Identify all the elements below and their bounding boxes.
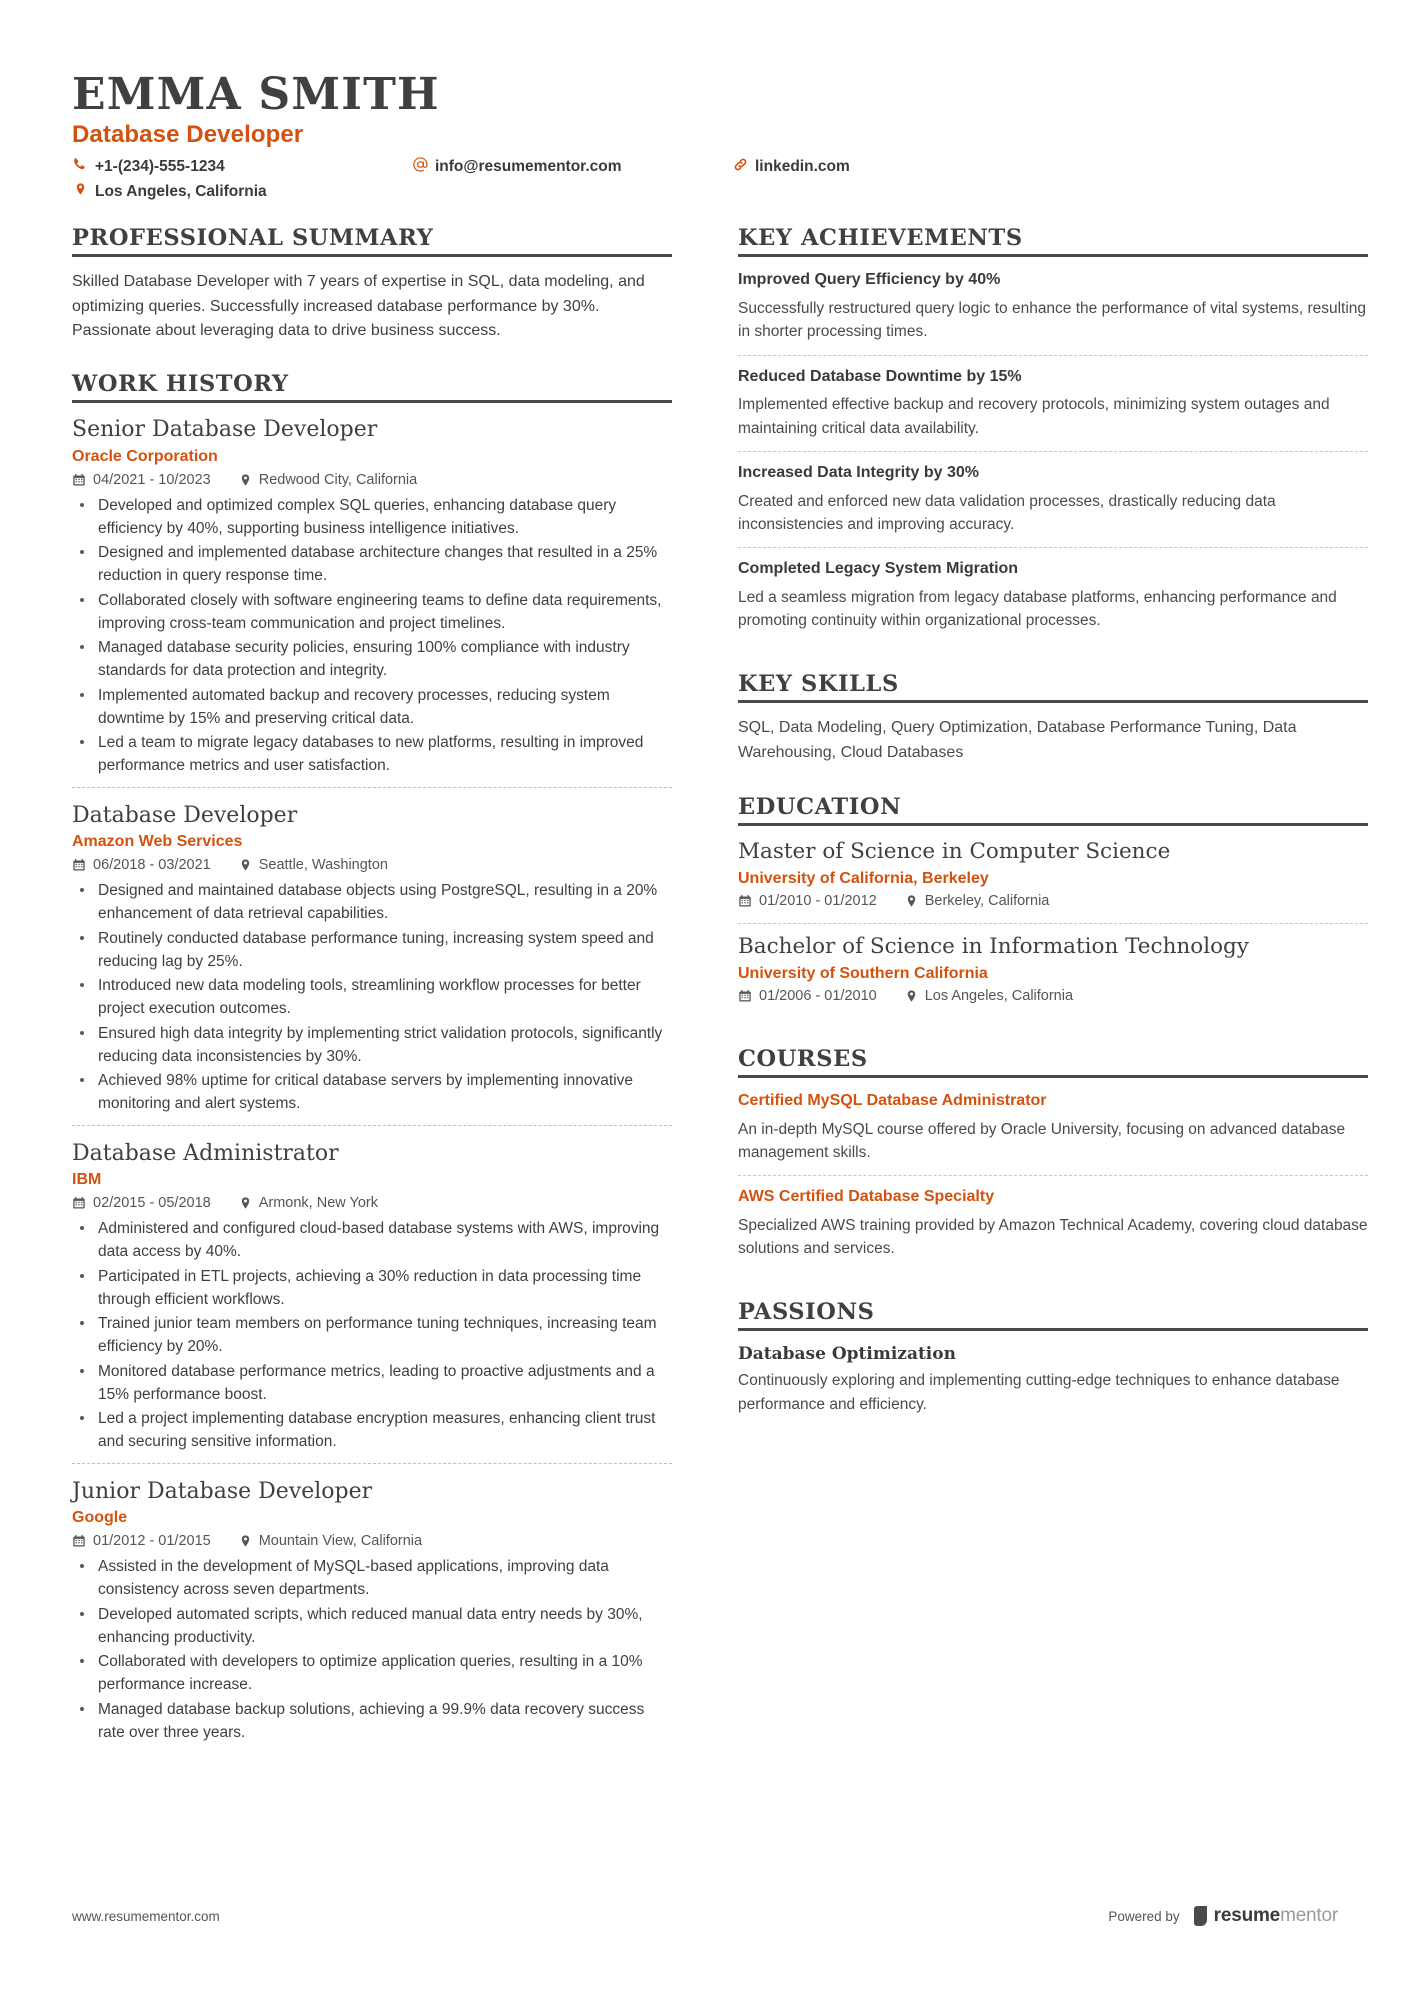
achievement-title: Completed Legacy System Migration	[738, 560, 1019, 578]
entry-meta	[72, 1533, 672, 1549]
achievement-description: Created and enforced new data validation processes, drastically reducing data inconsistencies and improving accuracy.	[738, 492, 1276, 533]
map-pin-icon	[239, 1534, 252, 1548]
job-bullet: Managed database backup solutions, achieving a 99.9% data recovery success rate over three years.	[72, 1698, 672, 1745]
contact-email-value: info@resumementor.com	[435, 158, 622, 176]
job-company: Amazon Web Services	[72, 833, 243, 851]
job-title: Database Administrator	[72, 1140, 339, 1166]
resume-body	[72, 225, 1368, 1781]
map-pin-icon	[905, 989, 918, 1003]
passion-item	[738, 1344, 1368, 1416]
entry-dates-value: 02/2015 - 05/2018	[93, 1195, 211, 1212]
entry-meta	[72, 472, 672, 488]
brand-name-second: mentor	[1280, 1905, 1338, 1926]
entry-dates	[72, 857, 211, 873]
entry-dates-value: 04/2021 - 10/2023	[93, 471, 211, 488]
course-item	[738, 1175, 1368, 1271]
section-heading-courses: COURSES	[738, 1045, 868, 1072]
job-entry	[72, 1463, 672, 1754]
course-description: Specialized AWS training provided by Amazon Technical Academy, covering cloud database solutions and services.	[738, 1216, 1368, 1258]
section-rule	[738, 823, 1368, 826]
job-title: Database Developer	[72, 802, 298, 828]
entry-meta	[738, 988, 1368, 1004]
summary-text: Skilled Database Developer with 7 years of expertise in SQL, data modeling, and optimizing queries. Successfully increased database performance by 30%. Passionate about leveraging data to drive business success.	[72, 273, 645, 339]
job-bullet: Collaborated closely with software engineering teams to define data requirements, improving cross-team communication and project timelines.	[72, 589, 672, 636]
entry-meta	[738, 893, 1368, 909]
resume-header	[72, 70, 1338, 203]
entry-dates	[738, 893, 877, 909]
entry-dates	[72, 1533, 211, 1549]
section-key-achievements	[738, 225, 1368, 643]
job-bullet: Designed and maintained database objects using PostgreSQL, resulting in a 20% enhancement of data retrieval capabilities.	[72, 879, 672, 926]
job-bullet: Introduced new data modeling tools, streamlining workflow processes for better project execution outcomes.	[72, 974, 672, 1021]
calendar-icon	[738, 894, 752, 908]
calendar-icon	[72, 473, 86, 487]
section-rule	[738, 1075, 1368, 1078]
contact-link[interactable]	[732, 156, 1338, 178]
section-heading-passions: PASSIONS	[738, 1299, 875, 1326]
section-rule	[738, 254, 1368, 257]
course-title: Certified MySQL Database Administrator	[738, 1091, 1047, 1109]
job-company: IBM	[72, 1171, 102, 1189]
job-bullets	[72, 494, 672, 778]
calendar-icon	[72, 1196, 86, 1210]
phone-icon	[72, 156, 88, 171]
page-footer	[72, 1905, 1338, 1927]
entry-dates-value: 06/2018 - 03/2021	[93, 857, 211, 874]
achievement-title: Increased Data Integrity by 30%	[738, 463, 979, 481]
section-heading-work-history: WORK HISTORY	[72, 371, 289, 398]
job-bullet: Led a team to migrate legacy databases to new platforms, resulting in improved performance metrics and user satisfaction.	[72, 731, 672, 778]
left-column	[72, 225, 712, 1781]
section-rule	[72, 254, 672, 257]
passion-title: Database Optimization	[738, 1344, 956, 1365]
job-bullet: Developed and optimized complex SQL queries, enhancing database query efficiency by 40%, supporting business intelligence initiatives.	[72, 494, 672, 541]
job-company: Oracle Corporation	[72, 447, 218, 465]
entry-dates	[738, 988, 877, 1004]
section-heading-achievements: KEY ACHIEVEMENTS	[738, 225, 1023, 252]
course-description: An in-depth MySQL course offered by Oracle University, focusing on advanced database management skills.	[738, 1120, 1346, 1161]
contact-details	[72, 156, 1338, 203]
calendar-icon	[72, 1534, 86, 1548]
candidate-job-title: Database Developer	[72, 121, 304, 149]
job-entry	[72, 787, 672, 1125]
achievement-description: Implemented effective backup and recovery protocols, minimizing system outages and maintaining critical data availability.	[738, 396, 1330, 437]
section-work-history	[72, 371, 672, 1753]
link-icon	[732, 156, 748, 172]
job-bullet: Implemented automated backup and recovery processes, reducing system downtime by 15% and preserving critical data.	[72, 684, 672, 731]
achievement-title: Reduced Database Downtime by 15%	[738, 367, 1022, 385]
job-bullets	[72, 1555, 672, 1744]
education-school: University of California, Berkeley	[738, 869, 989, 887]
entry-location-value: Berkeley, California	[924, 892, 1050, 909]
contact-email[interactable]	[412, 156, 732, 178]
brand-name-first: resume	[1213, 1905, 1281, 1926]
job-bullets	[72, 1217, 672, 1454]
entry-dates	[72, 1195, 211, 1211]
entry-meta	[72, 1195, 672, 1211]
calendar-icon	[72, 858, 86, 872]
contact-location-value: Los Angeles, California	[95, 182, 267, 200]
job-list	[72, 416, 672, 1753]
entry-location-value: Mountain View, California	[258, 1533, 423, 1550]
section-passions	[738, 1299, 1368, 1416]
job-bullet: Ensured high data integrity by implementing strict validation protocols, significantly reducing data inconsistencies by 30%.	[72, 1022, 672, 1069]
skills-text: SQL, Data Modeling, Query Optimization, Database Performance Tuning, Data Warehousing, Cloud Databases	[738, 719, 1297, 762]
contact-phone-value: +1-(234)-555-1234	[95, 158, 225, 176]
entry-dates-value: 01/2012 - 01/2015	[93, 1533, 211, 1550]
job-bullet: Assisted in the development of MySQL-based applications, improving data consistency across seven departments.	[72, 1555, 672, 1602]
job-entry	[72, 416, 672, 787]
entry-location	[239, 472, 418, 488]
job-company: Google	[72, 1509, 128, 1527]
map-pin-icon	[72, 181, 88, 196]
education-school: University of Southern California	[738, 964, 988, 982]
achievement-item	[738, 270, 1368, 354]
achievement-list	[738, 270, 1368, 643]
contact-phone[interactable]	[72, 156, 412, 178]
candidate-name: EMMA SMITH	[72, 69, 440, 120]
entry-location-value: Armonk, New York	[258, 1195, 378, 1212]
course-item	[738, 1091, 1368, 1175]
entry-location-value: Los Angeles, California	[924, 987, 1074, 1004]
education-item	[738, 923, 1368, 1018]
section-education	[738, 794, 1368, 1018]
entry-meta	[72, 857, 672, 873]
job-bullet: Participated in ETL projects, achieving a 30% reduction in data processing time through efficient workflows.	[72, 1265, 672, 1312]
map-pin-icon	[905, 894, 918, 908]
section-professional-summary	[72, 225, 672, 343]
contact-location	[72, 181, 412, 203]
job-bullet: Administered and configured cloud-based database systems with AWS, improving data access by 40%.	[72, 1217, 672, 1264]
section-rule	[738, 1328, 1368, 1331]
footer-powered-by-label: Powered by	[1108, 1908, 1180, 1924]
entry-location-value: Seattle, Washington	[258, 857, 388, 874]
job-title: Junior Database Developer	[72, 1478, 373, 1504]
section-key-skills	[738, 671, 1368, 766]
right-column	[712, 225, 1368, 1781]
section-courses	[738, 1046, 1368, 1272]
contact-link-value: linkedin.com	[755, 158, 850, 176]
at-icon	[412, 156, 428, 172]
section-heading-education: EDUCATION	[738, 793, 902, 820]
job-bullets	[72, 879, 672, 1116]
education-degree: Master of Science in Computer Science	[738, 838, 1171, 864]
achievement-title: Improved Query Efficiency by 40%	[738, 271, 1001, 289]
entry-location	[239, 1533, 422, 1549]
entry-dates-value: 01/2006 - 01/2010	[759, 987, 877, 1004]
course-title: AWS Certified Database Specialty	[738, 1188, 995, 1206]
achievement-description: Led a seamless migration from legacy database platforms, enhancing performance and promoting continuity within organizational processes.	[738, 588, 1337, 630]
map-pin-icon	[239, 473, 252, 487]
entry-dates	[72, 472, 211, 488]
section-heading-summary: PROFESSIONAL SUMMARY	[72, 225, 434, 252]
footer-website[interactable]: www.resumementor.com	[72, 1908, 220, 1924]
calendar-icon	[738, 989, 752, 1003]
achievement-item	[738, 355, 1368, 451]
passion-description: Continuously exploring and implementing cutting-edge techniques to enhance database performance and efficiency.	[738, 1372, 1340, 1413]
resumementor-mark-icon	[1194, 1906, 1207, 1926]
map-pin-icon	[239, 1196, 252, 1210]
footer-powered-by	[1108, 1905, 1338, 1927]
achievement-item	[738, 451, 1368, 547]
education-item	[738, 839, 1368, 923]
section-rule	[72, 400, 672, 403]
job-title: Senior Database Developer	[72, 417, 378, 443]
job-bullet: Led a project implementing database encryption measures, enhancing client trust and securing sensitive information.	[72, 1407, 672, 1454]
achievement-item	[738, 547, 1368, 643]
map-pin-icon	[239, 858, 252, 872]
resumementor-logo	[1194, 1905, 1338, 1927]
entry-location	[905, 893, 1050, 909]
entry-location	[905, 988, 1073, 1004]
section-heading-skills: KEY SKILLS	[738, 671, 899, 698]
job-entry	[72, 1125, 672, 1463]
section-rule	[738, 700, 1368, 703]
job-bullet: Designed and implemented database architecture changes that resulted in a 25% reduction in query response time.	[72, 541, 672, 588]
job-bullet: Trained junior team members on performance tuning techniques, increasing team efficiency by 20%.	[72, 1312, 672, 1359]
achievement-description: Successfully restructured query logic to enhance the performance of vital systems, resulting in shorter processing times.	[738, 300, 1367, 341]
job-bullet: Achieved 98% uptime for critical database servers by implementing innovative monitoring and alert systems.	[72, 1069, 672, 1116]
course-list	[738, 1091, 1368, 1272]
education-degree: Bachelor of Science in Information Technology	[738, 933, 1249, 959]
job-bullet: Routinely conducted database performance tuning, increasing system speed and reducing lag by 25%.	[72, 927, 672, 974]
education-list	[738, 839, 1368, 1018]
entry-location	[239, 857, 388, 873]
passion-list	[738, 1344, 1368, 1416]
job-bullet: Developed automated scripts, which reduced manual data entry needs by 30%, enhancing productivity.	[72, 1603, 672, 1650]
entry-dates-value: 01/2010 - 01/2012	[759, 892, 877, 909]
entry-location-value: Redwood City, California	[258, 471, 418, 488]
entry-location	[239, 1195, 378, 1211]
job-bullet: Collaborated with developers to optimize application queries, resulting in a 10% performance increase.	[72, 1650, 672, 1697]
job-bullet: Monitored database performance metrics, leading to proactive adjustments and a 15% performance boost.	[72, 1360, 672, 1407]
job-bullet: Managed database security policies, ensuring 100% compliance with industry standards for data protection and integrity.	[72, 636, 672, 683]
